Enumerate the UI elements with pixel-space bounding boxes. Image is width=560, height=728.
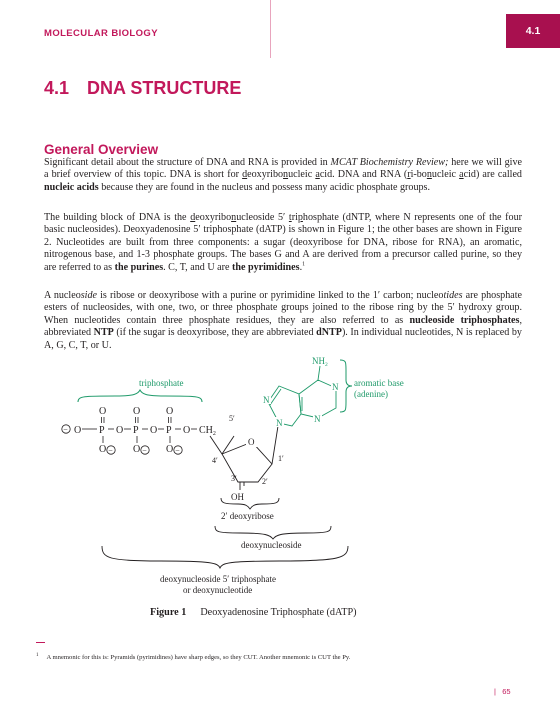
text-run: because they are found in the nucleus and possess many acidic phosphate groups. [98,181,431,193]
paragraph-3 [44,290,525,352]
text-run: nucleic acids [44,181,99,193]
deoxynucleoside-brace [215,526,331,539]
chapter-number: 4.1 [44,78,70,98]
chapter-tab: 4.1 [506,14,560,48]
page-separator: | [494,687,496,696]
figure-caption-text: Deoxyadenosine Triphosphate (dATP) [200,607,357,618]
atom-nh2: $NH_2$ [312,356,328,368]
datp-structure-figure [0,354,560,604]
atom-o-ring: O [248,437,255,447]
paragraph-1 [44,157,525,194]
carbon-4-label: 4′ [212,456,218,465]
triphosphate-brace [78,390,202,402]
atom-o-top-1: O [99,406,107,417]
charge-minus-2: − [108,446,113,455]
text-run: ucleoside 5′ [236,212,289,223]
atom-n7: N [263,395,270,405]
text-run: hosphate (dNTP, where N represents one of the four basic nucleosides). Deoxyadenosine 5′ triphosphate (dATP) is shown in Figure 1; the other bases are shown in Figure 2. Nucleotides are built from three components: a sugar (deoxyribose for DNA, ribose for RNA), an aromatic, nitrogenous base, and 1-3 phosphate groups. The bases G and A are derived from a precursor called purine, so they are referred to as [44,212,525,273]
charge-minus-4: − [175,446,180,455]
carbon-1-label: 1′ [278,454,284,463]
paragraph-2 [44,212,525,274]
atom-oh: OH [231,492,244,502]
aromatic-base-label: aromatic base [354,378,404,388]
deoxyribose-ring [210,426,278,490]
atom-o-top-2: O [133,406,141,417]
text-run: eoxyribo [195,212,232,223]
text-run: ). In individual nucleotides, N is replaced by A, G, C, T, or U. [44,327,524,351]
atom-o-left: O [74,425,82,436]
text-run: n [426,169,432,181]
carbon-3-label: 3′ [231,474,237,483]
charge-minus-3: − [142,446,147,455]
page-number [494,687,511,696]
charge-minus-1: − [63,425,68,434]
text-run: ri [291,212,298,223]
text-run: 1 [302,261,306,268]
atom-n1: N [332,382,339,392]
atom-p-3: P [166,425,172,436]
atom-p-1: P [99,425,105,436]
atom-o-bottom-1: O [99,444,107,455]
footnote-text: A mnemonic for this is: Pyramids (pyrimidines) have sharp edges, so they CUT. Another mnemonic is CUT the Py. [46,654,351,661]
text-run: The building block of DNA is the [44,212,191,223]
carbon-5-label: 5′ [229,414,235,423]
atom-o-bridge-1: O [116,425,124,436]
text-run: the pyrimidines [232,261,300,273]
text-run: . [299,261,303,273]
figure-caption-label: Figure 1 [150,607,187,618]
text-run: cid. DNA and RNA ( [319,169,408,181]
text-run: dNTP [316,327,342,339]
text-run: r [407,169,411,181]
chapter-title [44,78,241,99]
text-run: a [459,169,464,181]
aromatic-base-brace [340,360,352,412]
carbon-2-label: 2′ [262,477,268,486]
text-run: n [283,169,289,181]
text-run: d [190,212,196,223]
atom-o-top-3: O [166,406,174,417]
atom-o-bridge-3: O [183,425,191,436]
page-number-value: 65 [502,687,511,696]
dntp-label-line-2: or deoxynucleotide [183,585,253,595]
text-run: nucleoside triphosphates [409,314,520,326]
text-run: p [297,212,303,223]
running-head: MOLECULAR BIOLOGY [44,28,158,39]
atom-o-bottom-2: O [133,444,141,455]
text-run: (if the sugar is deoxyribose, they are abbreviated [113,327,317,339]
section-heading: General Overview [44,142,159,157]
text-run: eoxyribo [247,169,284,181]
text-run: MCAT Biochemistry Review; [330,157,449,168]
text-run: the purines [114,261,164,273]
atom-o-bridge-2: O [150,425,158,436]
figure-caption [150,607,357,618]
text-run: a [315,169,320,181]
text-run: t [288,212,292,223]
text-run: is ribose or deoxyribose with a purine or pyrimidine linked to the 1′ carbon; nucleo [97,290,444,301]
deoxynucleoside-label: deoxynucleoside [241,540,302,550]
text-run: d [242,169,248,181]
dntp-label-line-1: deoxynucleoside 5′ triphosphate [160,574,276,584]
atom-n3: N [314,414,321,424]
chapter-title-text: DNA STRUCTURE [87,78,242,98]
header-divider [270,0,271,58]
dntp-brace [102,546,348,568]
text-run: . C, T, and U are [163,261,232,273]
adenine-label: (adenine) [354,389,388,399]
text-run: , abbreviated [44,314,525,339]
atom-ch2: $CH_2$ [199,425,216,437]
footnote-divider [36,642,45,643]
text-run: Significant detail about the structure of DNA and RNA is provided in [44,157,331,168]
text-run: i-bo [410,169,427,181]
text-run: cid) are called [463,169,525,181]
text-run: ucleic [431,169,460,181]
text-run: ucleic [288,169,316,181]
triphosphate-label: triphosphate [139,378,184,388]
text-run: A nucleo [44,290,81,301]
deoxyribose-brace [221,498,279,509]
text-run: tides [443,290,463,301]
deoxyribose-label: 2′ deoxyribose [221,511,274,521]
text-run: here we will give a brief overview of this topic. DNA is short for [44,157,525,181]
text-run: NTP [93,327,114,339]
text-run: side [80,290,98,301]
text-run: n [231,212,237,223]
footnote-mark: 1 [36,652,39,658]
atom-p-2: P [133,425,139,436]
footnote [36,654,350,661]
atom-n9: N [276,418,283,428]
text-run: are phosphate esters of nucleosides, with one, two, or three phosphate groups joined to the ribose ring by the 5′ hydroxy group. When nucleotides contain three phosphate residues, they are also referred to as [44,290,525,326]
atom-o-bottom-3: O [166,444,174,455]
